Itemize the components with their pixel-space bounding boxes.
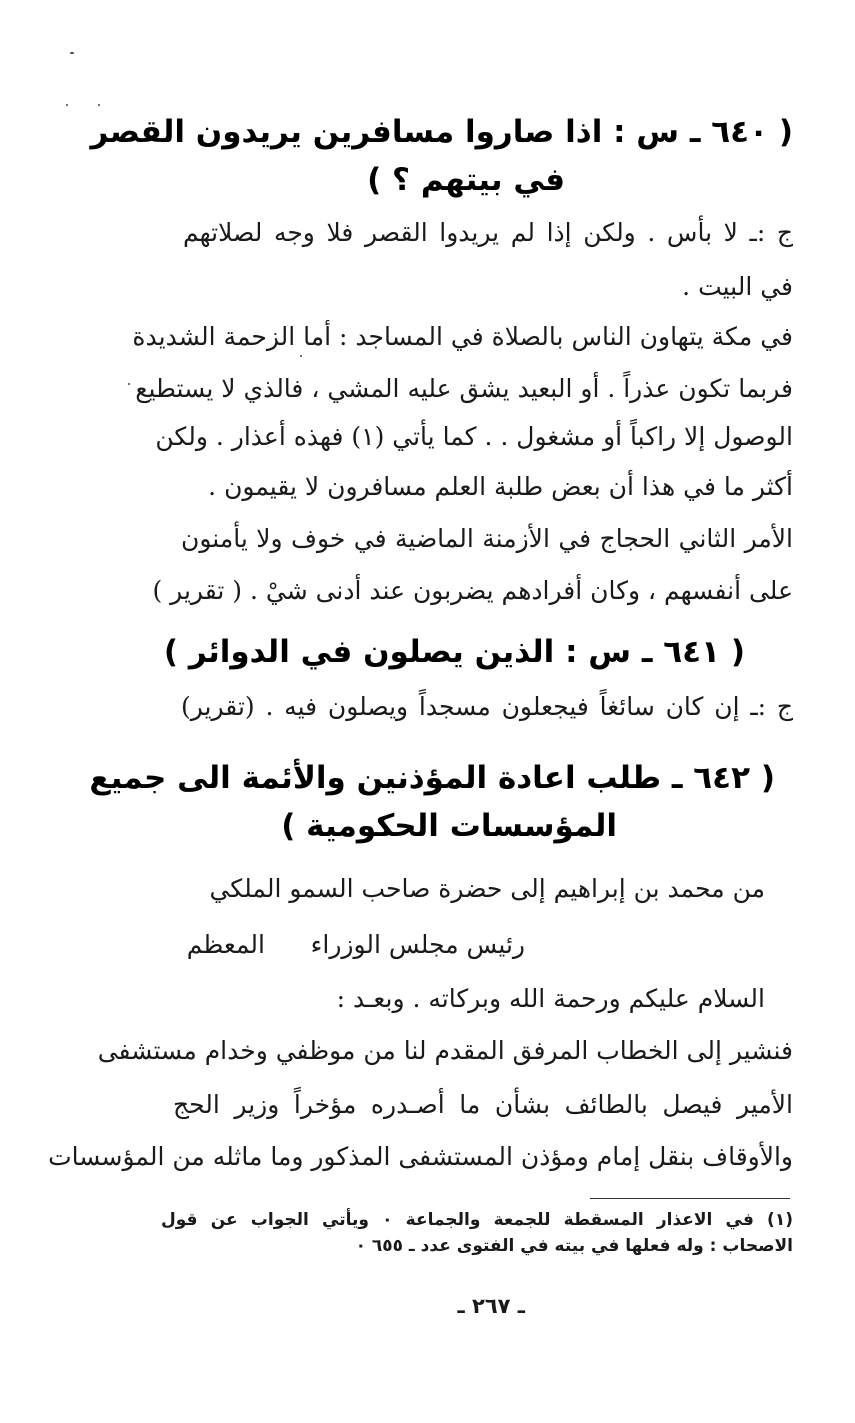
footnote-line1: (١) في الاعذار المسقطة للجمعة والجماعة ٠ ويأتي الجواب عن قول xyxy=(161,1210,793,1230)
paragraph-line: أكثر ما في هذا أن بعض طلبة العلم مسافرون لا يقيمون . xyxy=(208,472,793,501)
footnote-separator xyxy=(590,1198,790,1199)
question-640-heading-line1: ( ٦٤٠ ـ س : اذا صاروا مسافرين يريدون القصر xyxy=(90,114,793,150)
answer-640-line2: في البيت . xyxy=(682,272,793,301)
scan-speck xyxy=(66,104,68,106)
section-642-heading-line1: ( ٦٤٢ ـ طلب اعادة المؤذنين والأئمة الى جميع xyxy=(89,760,775,796)
page-number: ـ ٢٦٧ ـ xyxy=(457,1294,525,1318)
answer-640-line1: ج :ـ لا بأس . ولكن إذا لم يريدوا القصر فلا وجه لصلاتهم xyxy=(183,218,793,247)
question-640-heading-line2: في بيتهم ؟ ) xyxy=(367,162,565,198)
question-641-heading: ( ٦٤١ ـ س : الذين يصلون في الدوائر ) xyxy=(163,634,745,670)
paragraph-line: في مكة يتهاون الناس بالصلاة في المساجد : أما الزحمة الشديدة xyxy=(132,322,793,351)
scan-speck xyxy=(300,355,302,357)
letter-body-line: والأوقاف بنقل إمام ومؤذن المستشفى المذكور وما ماثله من المؤسسات xyxy=(48,1142,793,1171)
scan-speck xyxy=(98,104,100,106)
footnote-line2: الاصحاب : وله فعلها في بيته في الفتوى عدد ـ ٦٥٥ ٠ xyxy=(355,1236,793,1256)
letter-greeting: السلام عليكم ورحمة الله وبركاته . وبعـد : xyxy=(336,984,765,1013)
letter-from-line: من محمد بن إبراهيم إلى حضرة صاحب السمو الملكي xyxy=(209,874,765,903)
scan-speck xyxy=(70,52,74,54)
section-642-heading-line2: المؤسسات الحكومية ) xyxy=(281,808,617,844)
paragraph-line: الأمر الثاني الحجاج في الأزمنة الماضية في خوف ولا يأمنون xyxy=(181,524,793,553)
scan-speck xyxy=(128,383,130,385)
paragraph-line: على أنفسهم ، وكان أفرادهم يضربون عند أدنى شيْ . ( تقرير ) xyxy=(152,576,793,605)
paragraph-line: الوصول إلا راكباً أو مشغول . . كما يأتي (١) فهذه أعذار . ولكن xyxy=(155,422,793,451)
letter-recipient-honorific: المعظم xyxy=(186,930,265,959)
letter-body-line: الأمير فيصل بالطائف بشأن ما أصـدره مؤخراً وزير الحج xyxy=(173,1090,793,1119)
letter-recipient-title: رئيس مجلس الوزراء xyxy=(310,930,525,959)
letter-body-line: فنشير إلى الخطاب المرفق المقدم لنا من موظفي وخدام مستشفى xyxy=(97,1036,793,1065)
answer-641: ج :ـ إن كان سائغاً فيجعلون مسجداً ويصلون فيه . (تقرير) xyxy=(181,692,793,721)
paragraph-line: فربما تكون عذراً . أو البعيد يشق عليه المشي ، فالذي لا يستطيع xyxy=(135,374,793,403)
